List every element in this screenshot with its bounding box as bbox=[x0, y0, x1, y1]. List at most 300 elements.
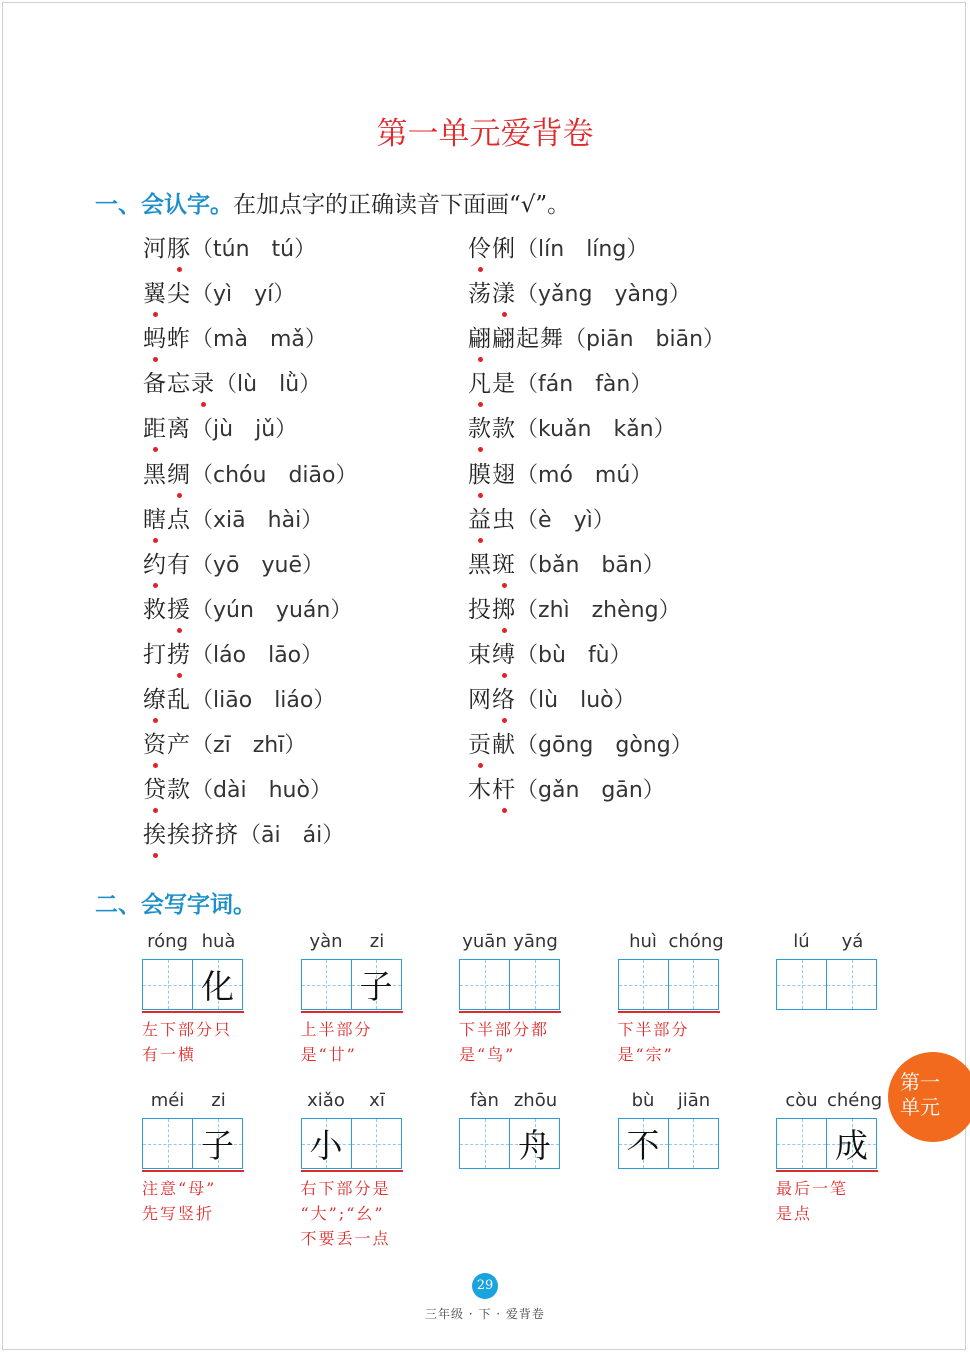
reading-item bbox=[468, 546, 665, 580]
badge-line: 单元 bbox=[900, 1095, 940, 1119]
dotted-char: 距 bbox=[143, 410, 167, 443]
dotted-char: 络 bbox=[492, 681, 516, 714]
item-char: 忘 bbox=[167, 371, 191, 398]
item-word bbox=[143, 507, 191, 533]
reading-item bbox=[468, 771, 665, 805]
pinyin-row bbox=[776, 931, 878, 955]
grid-cell[interactable] bbox=[826, 959, 877, 1010]
pinyin-option[interactable]: tú bbox=[271, 237, 295, 262]
pinyin-option[interactable]: dài bbox=[213, 778, 247, 804]
pinyin-option[interactable]: yuán bbox=[275, 597, 331, 623]
item-word bbox=[468, 507, 516, 533]
pinyin-option[interactable]: líng bbox=[586, 237, 627, 262]
pinyin-option[interactable]: yuē bbox=[261, 552, 302, 578]
pinyin-option[interactable]: è bbox=[538, 507, 552, 533]
pinyin-options bbox=[516, 733, 693, 758]
pinyin-option[interactable]: yō bbox=[213, 552, 240, 578]
paren-right: ） bbox=[668, 282, 691, 308]
pinyin-row bbox=[301, 1090, 403, 1114]
pinyin-options bbox=[516, 553, 665, 578]
item-char: 起 bbox=[516, 326, 540, 353]
paren-left: （ bbox=[516, 237, 539, 262]
reading-item bbox=[468, 275, 691, 309]
pinyin-option[interactable]: bù bbox=[538, 642, 566, 668]
dotted-char: 录 bbox=[191, 365, 215, 398]
pinyin-option[interactable]: chóu bbox=[213, 462, 267, 488]
pinyin-option[interactable]: fù bbox=[587, 642, 610, 668]
cell-char: 子 bbox=[201, 1126, 234, 1165]
pinyin-options bbox=[516, 643, 632, 668]
paren-left: （ bbox=[516, 282, 539, 308]
box-pinyin: fàn bbox=[470, 1090, 499, 1111]
paren-right: ） bbox=[592, 507, 615, 533]
item-word bbox=[468, 236, 516, 262]
pinyin-option[interactable]: zhèng bbox=[591, 597, 659, 623]
pinyin-row bbox=[459, 931, 561, 955]
tip-line: 下半部分都 bbox=[459, 1020, 550, 1039]
dotted-char: 缭 bbox=[143, 681, 167, 714]
pinyin-option[interactable]: tún bbox=[213, 237, 250, 262]
pinyin-option[interactable]: piān bbox=[586, 327, 634, 353]
tip-line: 注意“母” bbox=[142, 1179, 217, 1198]
paren-left: （ bbox=[516, 372, 539, 398]
box-pinyin: huà bbox=[201, 931, 236, 952]
grid-cell[interactable] bbox=[509, 1118, 560, 1169]
item-char: 舞 bbox=[540, 326, 564, 353]
section1-lead: 一、会认字。 bbox=[95, 192, 233, 218]
paren-left: （ bbox=[564, 327, 587, 353]
item-word bbox=[468, 642, 516, 668]
paren-left: （ bbox=[191, 282, 214, 308]
dotted-char: 贷 bbox=[143, 771, 167, 804]
paren-left: （ bbox=[191, 417, 214, 443]
pinyin-option[interactable]: liāo bbox=[213, 688, 253, 713]
dotted-char: 贡 bbox=[468, 726, 492, 759]
reading-item bbox=[468, 501, 615, 535]
grid-cell[interactable] bbox=[351, 1118, 402, 1169]
pinyin-options bbox=[191, 417, 297, 442]
reading-item bbox=[468, 365, 652, 399]
pinyin-option[interactable]: mú bbox=[594, 462, 631, 488]
item-char: 献 bbox=[492, 732, 516, 759]
reading-item bbox=[143, 771, 332, 805]
grid-cell[interactable] bbox=[618, 1118, 669, 1169]
item-char: 离 bbox=[167, 416, 191, 443]
paren-left: （ bbox=[516, 733, 539, 759]
badge-line: 第一 bbox=[900, 1070, 940, 1094]
item-word bbox=[468, 462, 516, 488]
cell-char: 不 bbox=[626, 1126, 660, 1165]
pinyin-option[interactable]: fán bbox=[538, 372, 574, 398]
pinyin-option[interactable]: mà bbox=[213, 327, 248, 353]
item-char: 挤 bbox=[215, 822, 239, 849]
item-char: 尖 bbox=[167, 281, 191, 308]
item-word bbox=[143, 371, 215, 397]
item-char: 翩 bbox=[492, 326, 516, 353]
pinyin-option[interactable]: yì bbox=[213, 282, 233, 308]
pinyin-option[interactable]: lín bbox=[538, 237, 565, 262]
section1-heading bbox=[95, 186, 570, 219]
pinyin-option[interactable]: yǎng bbox=[538, 282, 593, 308]
item-word bbox=[143, 777, 191, 803]
pinyin-option[interactable]: luò bbox=[580, 688, 614, 713]
paren-right: ） bbox=[330, 597, 353, 623]
dotted-char: 资 bbox=[143, 726, 167, 759]
pinyin-options bbox=[191, 553, 324, 578]
item-word bbox=[143, 281, 191, 307]
pinyin-option[interactable]: hài bbox=[267, 507, 302, 533]
item-char: 投 bbox=[468, 596, 492, 623]
item-char: 款 bbox=[492, 416, 516, 443]
paren-right: ） bbox=[658, 597, 681, 623]
box-pinyin: yāng bbox=[513, 931, 558, 952]
grid-cell[interactable] bbox=[776, 959, 827, 1010]
box-pinyin: yuān bbox=[462, 931, 507, 952]
dotted-char: 伶 bbox=[468, 230, 492, 263]
box-pinyin: bù bbox=[631, 1090, 655, 1111]
writing-box bbox=[459, 1090, 629, 1340]
tip-line: 有一横 bbox=[142, 1045, 197, 1064]
dotted-char: 漾 bbox=[492, 275, 516, 308]
dotted-char: 翼 bbox=[143, 275, 167, 308]
page-number: 29 bbox=[472, 1273, 498, 1299]
box-pinyin: xī bbox=[369, 1090, 385, 1111]
pinyin-options bbox=[516, 778, 665, 803]
paren-left: （ bbox=[516, 688, 539, 713]
red-underline bbox=[142, 1170, 244, 1172]
pinyin-row bbox=[142, 1090, 244, 1114]
pinyin-options bbox=[191, 282, 295, 307]
paren-right: ） bbox=[299, 372, 322, 398]
pinyin-option[interactable]: gōng bbox=[538, 733, 594, 759]
item-word bbox=[468, 687, 516, 713]
item-char: 有 bbox=[167, 551, 191, 578]
pinyin-row bbox=[142, 931, 244, 955]
paren-right: ） bbox=[653, 417, 676, 443]
pinyin-option[interactable]: láo bbox=[213, 642, 247, 668]
item-word bbox=[143, 416, 191, 442]
pinyin-options bbox=[516, 598, 681, 623]
reading-item bbox=[143, 546, 324, 580]
tian-grid bbox=[142, 959, 244, 1010]
item-char: 产 bbox=[167, 732, 191, 759]
writing-tip bbox=[776, 1176, 906, 1226]
dotted-char: 挨 bbox=[143, 816, 167, 849]
pinyin-option[interactable]: bān bbox=[601, 552, 643, 578]
item-word bbox=[468, 552, 516, 578]
reading-item bbox=[143, 320, 327, 354]
pinyin-row bbox=[618, 1090, 720, 1114]
pinyin-options bbox=[516, 372, 652, 397]
reading-item bbox=[468, 456, 652, 490]
dotted-char: 蚂 bbox=[143, 320, 167, 353]
item-char: 翅 bbox=[492, 461, 516, 488]
page-title: 第一单元爱背卷 bbox=[376, 116, 594, 152]
dotted-char: 掷 bbox=[492, 591, 516, 624]
pinyin-option[interactable]: zī bbox=[213, 733, 231, 759]
tip-line: 下半部分 bbox=[617, 1020, 690, 1039]
reading-item bbox=[468, 726, 693, 760]
paren-left: （ bbox=[239, 823, 262, 849]
dotted-char: 翩 bbox=[468, 320, 492, 353]
paren-right: ） bbox=[275, 417, 298, 443]
grid-cell[interactable] bbox=[301, 1118, 352, 1169]
grid-cell[interactable] bbox=[192, 959, 243, 1010]
pinyin-option[interactable]: kuǎn bbox=[538, 417, 592, 443]
tip-line: 先写竖折 bbox=[142, 1204, 215, 1223]
reading-item bbox=[468, 636, 632, 670]
item-char: 束 bbox=[468, 641, 492, 668]
pinyin-option[interactable]: zhì bbox=[538, 597, 570, 623]
item-word bbox=[143, 236, 191, 262]
reading-item bbox=[468, 591, 681, 625]
tip-line: 最后一笔 bbox=[776, 1179, 849, 1198]
pinyin-option[interactable]: lù bbox=[538, 688, 559, 713]
tip-line: 不要丢一点 bbox=[300, 1229, 391, 1248]
pinyin-option[interactable]: āi bbox=[261, 823, 281, 849]
grid-cell[interactable] bbox=[509, 959, 560, 1010]
paren-right: ） bbox=[630, 462, 653, 488]
dotted-char: 绸 bbox=[167, 456, 191, 489]
pinyin-option[interactable]: diāo bbox=[288, 462, 336, 488]
tian-grid bbox=[776, 959, 878, 1010]
tian-grid bbox=[142, 1118, 244, 1169]
item-char: 款 bbox=[167, 777, 191, 804]
paren-right: ） bbox=[302, 552, 325, 578]
paren-right: ） bbox=[301, 642, 324, 668]
pinyin-option[interactable]: xiā bbox=[213, 507, 246, 533]
box-pinyin: yá bbox=[841, 931, 864, 952]
box-pinyin: còu bbox=[785, 1090, 818, 1111]
item-word bbox=[143, 326, 191, 352]
paren-right: ） bbox=[609, 642, 632, 668]
tian-grid bbox=[301, 1118, 403, 1169]
item-char: 乱 bbox=[167, 687, 191, 713]
dotted-char: 瞎 bbox=[143, 501, 167, 534]
paren-left: （ bbox=[191, 327, 214, 353]
pinyin-option[interactable]: zhī bbox=[252, 733, 285, 759]
section2-lead: 二、会写字词。 bbox=[95, 892, 256, 918]
box-pinyin: huì bbox=[629, 931, 657, 952]
item-word bbox=[468, 281, 516, 307]
grid-cell[interactable] bbox=[668, 959, 719, 1010]
item-word bbox=[143, 642, 191, 668]
pinyin-options bbox=[191, 643, 323, 668]
grid-cell[interactable] bbox=[142, 959, 193, 1010]
paren-left: （ bbox=[191, 597, 214, 623]
pinyin-option[interactable]: liáo bbox=[274, 688, 314, 713]
section1-instruction: 在加点字的正确读音下面画“√”。 bbox=[233, 192, 571, 218]
tip-line: 是“廿” bbox=[300, 1045, 357, 1064]
item-char: 挨 bbox=[167, 822, 191, 849]
pinyin-option[interactable]: bǎn bbox=[538, 552, 580, 578]
reading-item bbox=[468, 230, 648, 264]
reading-item bbox=[468, 681, 636, 715]
red-underline bbox=[142, 1011, 244, 1013]
item-word bbox=[143, 687, 191, 713]
reading-item bbox=[143, 726, 306, 760]
pinyin-options bbox=[564, 327, 725, 352]
tip-line: 是点 bbox=[776, 1204, 813, 1223]
grid-cell[interactable] bbox=[301, 959, 352, 1010]
paren-right: ） bbox=[273, 282, 296, 308]
grid-cell[interactable] bbox=[351, 959, 402, 1010]
tip-line: 左下部分只 bbox=[142, 1020, 233, 1039]
paren-left: （ bbox=[516, 462, 539, 488]
pinyin-option[interactable]: biān bbox=[655, 327, 704, 353]
dotted-char: 杆 bbox=[492, 771, 516, 804]
pinyin-option[interactable]: mǎ bbox=[269, 327, 305, 353]
writing-tip bbox=[142, 1017, 272, 1067]
paren-left: （ bbox=[191, 552, 214, 578]
red-underline bbox=[459, 1011, 561, 1013]
grid-cell[interactable] bbox=[618, 959, 669, 1010]
box-pinyin: jiān bbox=[677, 1090, 711, 1111]
pinyin-options bbox=[516, 508, 615, 533]
pinyin-options bbox=[516, 463, 652, 488]
paren-right: ） bbox=[703, 327, 726, 353]
pinyin-option[interactable]: lāo bbox=[268, 642, 302, 668]
item-char: 蚱 bbox=[167, 326, 191, 353]
pinyin-row bbox=[301, 931, 403, 955]
dotted-char: 缚 bbox=[492, 636, 516, 669]
reading-item bbox=[143, 816, 344, 850]
cell-char: 舟 bbox=[518, 1126, 551, 1165]
item-word bbox=[468, 416, 516, 442]
pinyin-options bbox=[191, 463, 358, 488]
grid-cell[interactable] bbox=[459, 1118, 510, 1169]
pinyin-options bbox=[191, 733, 306, 758]
pinyin-options bbox=[191, 778, 332, 803]
dotted-char: 款 bbox=[468, 410, 492, 443]
pinyin-options bbox=[191, 508, 323, 533]
cell-char: 化 bbox=[201, 967, 234, 1006]
item-char: 木 bbox=[468, 777, 492, 804]
pinyin-option[interactable]: yì bbox=[573, 507, 593, 533]
pinyin-option[interactable]: gǎn bbox=[538, 778, 580, 804]
tip-line: 是“宗” bbox=[617, 1045, 674, 1064]
reading-item bbox=[143, 365, 321, 399]
section2-heading bbox=[95, 886, 256, 919]
pinyin-option[interactable]: yí bbox=[254, 282, 274, 308]
pinyin-option[interactable]: gān bbox=[601, 778, 643, 804]
writing-box bbox=[301, 1090, 471, 1340]
box-pinyin: róng bbox=[147, 931, 188, 952]
writing-tip bbox=[301, 1176, 431, 1251]
writing-tip bbox=[142, 1176, 272, 1226]
tip-line: 右下部分是 bbox=[300, 1179, 391, 1198]
grid-cell[interactable] bbox=[142, 1118, 193, 1169]
pinyin-option[interactable]: yàng bbox=[614, 282, 669, 308]
paren-left: （ bbox=[191, 462, 214, 488]
pinyin-option[interactable]: huò bbox=[268, 778, 310, 804]
item-word bbox=[143, 732, 191, 758]
tip-line: 是“鸟” bbox=[459, 1045, 516, 1064]
paren-right: ） bbox=[613, 688, 636, 713]
grid-cell[interactable] bbox=[826, 1118, 877, 1169]
reading-item bbox=[143, 681, 335, 715]
paren-left: （ bbox=[516, 778, 539, 804]
cell-char: 子 bbox=[359, 967, 393, 1006]
pinyin-options bbox=[191, 688, 335, 713]
paren-left: （ bbox=[516, 552, 539, 578]
reading-item bbox=[143, 591, 352, 625]
grid-cell[interactable] bbox=[192, 1118, 243, 1169]
item-char: 虫 bbox=[492, 506, 516, 533]
pinyin-option[interactable]: gòng bbox=[615, 733, 671, 759]
item-word bbox=[143, 552, 191, 578]
reading-item bbox=[143, 410, 297, 444]
tip-line: “大”;“幺” bbox=[300, 1204, 385, 1223]
box-pinyin: zhōu bbox=[513, 1090, 558, 1111]
pinyin-options bbox=[239, 823, 344, 848]
pinyin-option[interactable]: lù bbox=[237, 372, 258, 398]
dotted-char: 益 bbox=[468, 501, 492, 534]
grid-cell[interactable] bbox=[459, 959, 510, 1010]
pinyin-option[interactable]: jǔ bbox=[255, 417, 276, 443]
grid-cell[interactable] bbox=[668, 1118, 719, 1169]
reading-item bbox=[143, 636, 323, 670]
item-char: 黑 bbox=[143, 461, 167, 488]
dotted-char: 援 bbox=[167, 591, 191, 624]
grid-cell[interactable] bbox=[776, 1118, 827, 1169]
paren-right: ） bbox=[301, 507, 324, 533]
pinyin-option[interactable]: fàn bbox=[595, 372, 631, 398]
box-pinyin: méi bbox=[150, 1090, 185, 1111]
item-word bbox=[468, 777, 516, 803]
pinyin-options bbox=[516, 417, 676, 442]
item-char: 俐 bbox=[492, 236, 516, 262]
paren-right: ） bbox=[642, 552, 665, 578]
pinyin-options bbox=[191, 327, 327, 352]
writing-box bbox=[618, 1090, 788, 1340]
item-word bbox=[143, 597, 191, 623]
paren-right: ） bbox=[626, 237, 649, 262]
pinyin-option[interactable]: lǜ bbox=[279, 372, 300, 398]
paren-left: （ bbox=[191, 733, 214, 759]
item-char: 打 bbox=[143, 641, 167, 668]
reading-item bbox=[143, 501, 323, 535]
paren-left: （ bbox=[516, 507, 539, 533]
paren-right: ） bbox=[284, 733, 307, 759]
unit-badge bbox=[888, 1052, 970, 1142]
writing-tip bbox=[301, 1017, 431, 1067]
item-word bbox=[468, 326, 564, 352]
item-char: 挤 bbox=[191, 822, 215, 849]
paren-right: ） bbox=[304, 327, 327, 353]
tian-grid bbox=[618, 1118, 720, 1169]
pinyin-row bbox=[618, 931, 724, 955]
item-word bbox=[468, 597, 516, 623]
footer-text: 三年级 · 下 · 爱背卷 bbox=[425, 1307, 545, 1321]
paren-right: ） bbox=[313, 688, 336, 713]
paren-right: ） bbox=[642, 778, 665, 804]
pinyin-option[interactable]: ái bbox=[302, 823, 323, 849]
pinyin-option[interactable]: yún bbox=[213, 597, 254, 623]
red-underline bbox=[301, 1170, 403, 1172]
box-pinyin: zi bbox=[369, 931, 385, 952]
item-char: 黑 bbox=[468, 551, 492, 578]
cell-char: 成 bbox=[835, 1126, 868, 1165]
item-word bbox=[143, 822, 239, 848]
pinyin-option[interactable]: kǎn bbox=[613, 417, 654, 443]
pinyin-options bbox=[516, 282, 691, 307]
pinyin-options bbox=[516, 688, 636, 713]
writing-tip bbox=[618, 1017, 748, 1067]
box-pinyin: chóng bbox=[668, 931, 724, 952]
pinyin-option[interactable]: jù bbox=[213, 417, 234, 443]
pinyin-option[interactable]: mó bbox=[538, 462, 573, 488]
